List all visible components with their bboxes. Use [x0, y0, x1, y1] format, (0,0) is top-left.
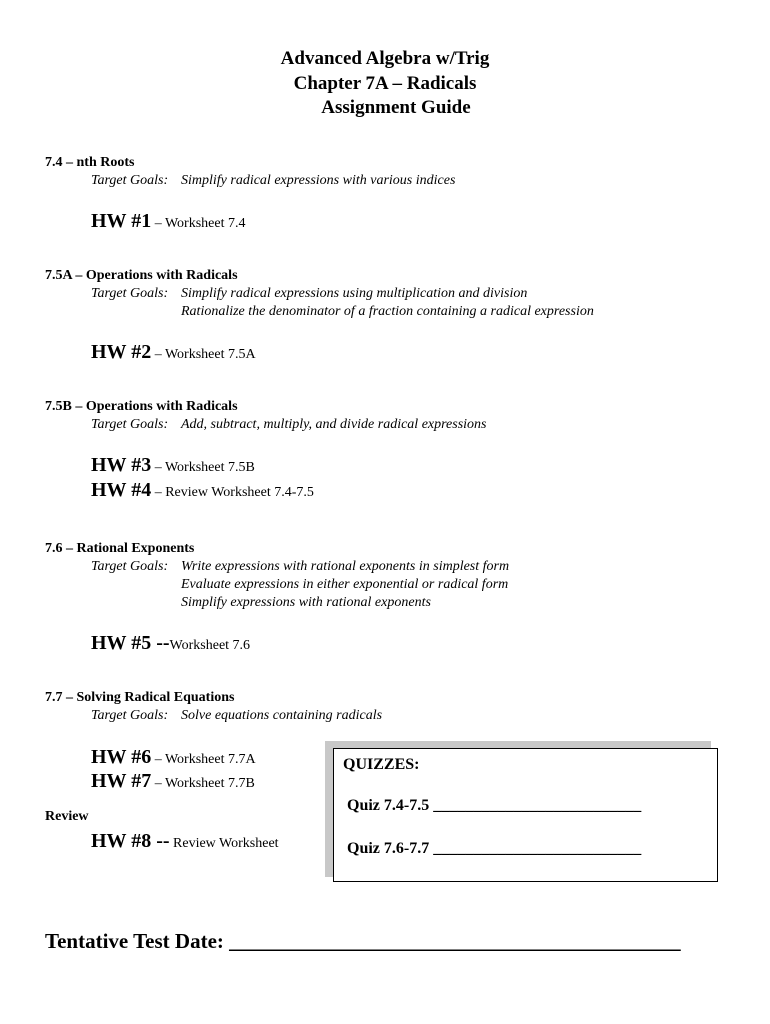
quiz-date-blank: __________________________ — [433, 797, 642, 814]
section-heading-7-6: 7.6 – Rational Exponents — [45, 541, 195, 556]
quiz-label: Quiz 7.6-7.7 — [347, 840, 430, 857]
homework-label: HW #2 — [91, 341, 152, 363]
homework-item-1: HW #1 – Worksheet 7.4 — [91, 210, 246, 232]
homework-item-2: HW #2 – Worksheet 7.5A — [91, 341, 256, 363]
homework-item-8 — [91, 830, 279, 853]
homework-text: Worksheet 7.4 — [164, 216, 246, 231]
homework-text: Worksheet 7.5A — [164, 347, 256, 362]
test-date-blank: ___________________________________________ — [229, 929, 681, 953]
target-goal: Add, subtract, multiply, and divide radical expressions — [181, 417, 487, 432]
target-goal: Solve equations containing radicals — [181, 708, 383, 723]
review-label: Review — [45, 809, 89, 824]
quizzes-title: QUIZZES: — [343, 756, 420, 773]
homework-label: HW #7 — [91, 770, 152, 792]
target-goals-label: Target Goals: — [91, 173, 169, 188]
homework-item-5: HW #5 --Worksheet 7.6 — [91, 632, 251, 654]
target-goals-label: Target Goals: — [91, 559, 169, 574]
homework-text: Review Worksheet — [173, 836, 279, 851]
document-title-guide: Assignment Guide — [321, 97, 471, 118]
section-heading-7-4: 7.4 – nth Roots — [45, 155, 135, 170]
homework-text: Worksheet 7.7A — [164, 752, 256, 767]
homework-text: Worksheet 7.5B — [164, 460, 255, 475]
homework-text: Review Worksheet 7.4-7.5 — [165, 485, 314, 500]
homework-label: HW #8 -- — [91, 830, 170, 852]
homework-label: HW #4 — [91, 479, 152, 501]
homework-label: HW #5 — [91, 632, 152, 654]
quiz-item-7-4-7-5 — [347, 797, 641, 815]
target-goals-label: Target Goals: — [91, 417, 169, 432]
document-title-course: Advanced Algebra w/Trig — [280, 48, 490, 69]
homework-item-4: HW #4 – Review Worksheet 7.4-7.5 — [91, 479, 314, 501]
section-heading-7-7: 7.7 – Solving Radical Equations — [45, 690, 235, 705]
target-goal: Simplify expressions with rational exponents — [181, 595, 431, 610]
homework-item-3: HW #3 – Worksheet 7.5B — [91, 454, 255, 476]
homework-text: Worksheet 7.7B — [164, 776, 255, 791]
homework-label: HW #6 — [91, 746, 152, 768]
target-goal: Evaluate expressions in either exponential or radical form — [181, 577, 509, 592]
homework-item-6: HW #6 – Worksheet 7.7A — [91, 746, 256, 768]
test-date-label: Tentative Test Date: — [45, 929, 224, 953]
homework-label: HW #3 — [91, 454, 152, 476]
target-goal: Simplify radical expressions using multiplication and division — [181, 286, 528, 301]
document-title-chapter: Chapter 7A – Radicals — [293, 73, 477, 94]
target-goal: Simplify radical expressions with various indices — [181, 173, 456, 188]
section-heading-7-5a: 7.5A – Operations with Radicals — [45, 268, 238, 283]
homework-item-7: HW #7 – Worksheet 7.7B — [91, 770, 255, 792]
quiz-item-7-6-7-7 — [347, 840, 641, 858]
section-heading-7-5b: 7.5B – Operations with Radicals — [45, 399, 238, 414]
target-goals-label: Target Goals: — [91, 708, 169, 723]
quiz-label: Quiz 7.4-7.5 — [347, 797, 430, 814]
homework-text: Worksheet 7.6 — [169, 638, 251, 653]
target-goals-label: Target Goals: — [91, 286, 169, 301]
homework-label: HW #1 — [91, 210, 152, 232]
tentative-test-date — [45, 929, 681, 954]
target-goal: Rationalize the denominator of a fraction containing a radical expression — [181, 304, 594, 319]
quiz-date-blank: __________________________ — [433, 840, 642, 857]
target-goal: Write expressions with rational exponents in simplest form — [181, 559, 510, 574]
